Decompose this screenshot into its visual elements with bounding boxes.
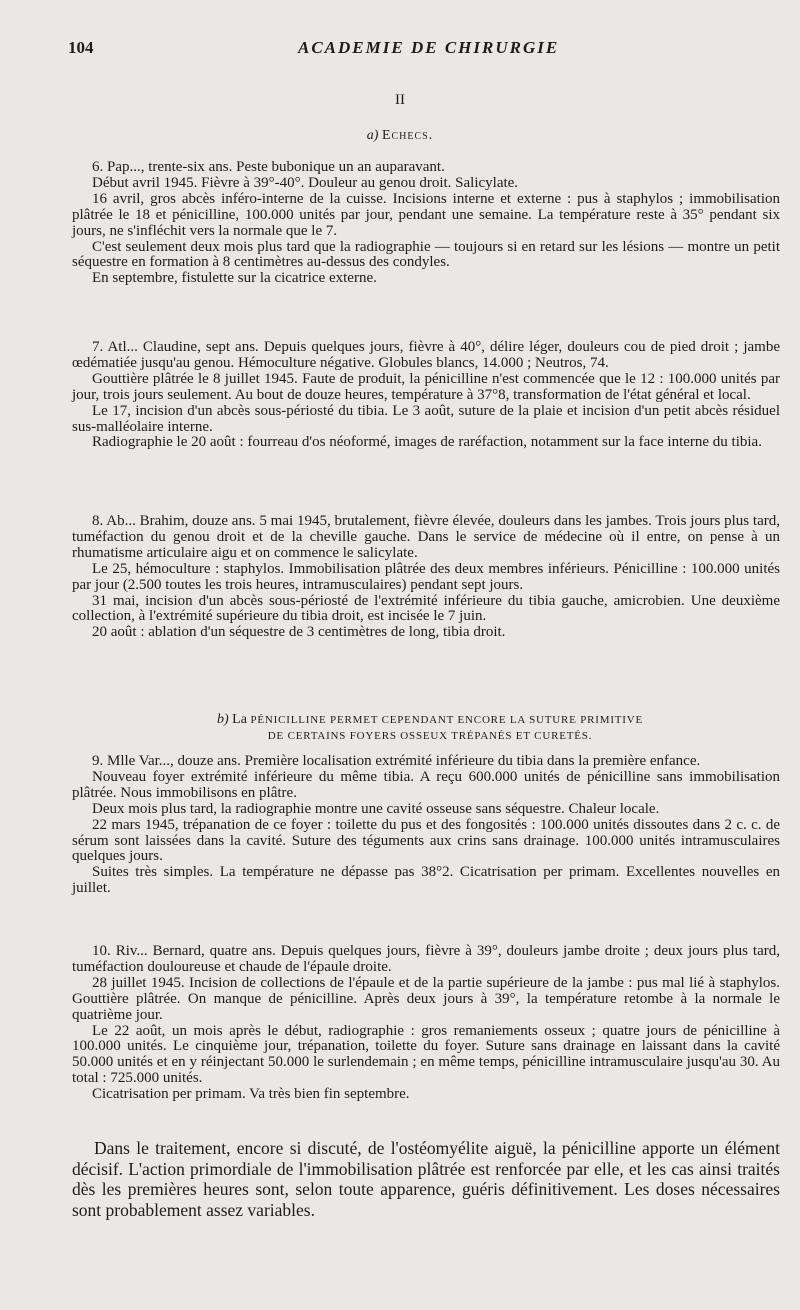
paragraph: Début avril 1945. Fièvre à 39°-40°. Douleur au genou droit. Salicylate. <box>92 174 519 191</box>
paragraph: 10. Riv... Bernard, quatre ans. Depuis quelques jours, fièvre à 39°, douleurs jambe droite ; deux jours plus tard, tuméfaction douloureuse et chaude de l'épaule droite. <box>72 943 780 975</box>
paragraph: Suites très simples. La température ne dépasse pas 38°2. Cicatrisation per primam. Excellentes nouvelles en juillet. <box>72 864 780 897</box>
paragraph: Deux mois plus tard, la radiographie montre une cavité osseuse sans séquestre. Chaleur locale. <box>92 800 660 817</box>
subsection-a-letter: a) <box>366 128 379 143</box>
case-block-10 <box>72 944 780 1103</box>
case-block-7 <box>72 340 780 451</box>
paragraph: Gouttière plâtrée le 8 juillet 1945. Faute de produit, la pénicilline n'est commencée que le 12 : 100.000 unités par jour, trois jours seulement. Au bout de douze heures, température à 37°8, transformation de l'état général et local. <box>72 370 780 403</box>
subsection-a-heading <box>0 128 800 144</box>
paragraph: Le 25, hémoculture : staphylos. Immobilisation plâtrée des deux membres inférieurs. Pénicilline : 100.000 unités par jour (2.500 toutes les trois heures, intramusculaires) pendant sept jours. <box>72 560 780 593</box>
paragraph: 8. Ab... Brahim, douze ans. 5 mai 1945, brutalement, fièvre élevée, douleurs dans les jambes. Trois jours plus tard, tuméfaction du genou droit et de la cheville gauche. Dans le service de médecine où il entre, on pense à un rhumatisme articulaire aigu et on commence le salicylate. <box>72 513 780 561</box>
paragraph: 16 avril, gros abcès inféro-interne de la cuisse. Incisions interne et externe : pus à staphylos ; immobilisation plâtrée le 18 et pénicilline, 100.000 unités par jour, pendant une semaine. La température reste à 35° pendant six jours, ne s'infléchit vers la normale que le 7. <box>72 190 780 239</box>
page-header <box>68 38 760 62</box>
paragraph: 7. Atl... Claudine, sept ans. Depuis quelques jours, fièvre à 40°, délire léger, douleurs cou de pied droit ; jambe œdématiée jusqu'au genou. Hémoculture négative. Globules blancs, 14.000 ; Neutros, 74. <box>72 339 780 371</box>
paragraph: En septembre, fistulette sur la cicatrice externe. <box>92 270 377 287</box>
case-block-8 <box>72 514 780 641</box>
subsection-b-heading <box>150 712 710 744</box>
subsection-b-line-1 <box>150 712 710 728</box>
paragraph: Nouveau foyer extrémité inférieure du même tibia. A reçu 600.000 unités de pénicilline sans immobilisation plâtrée. Nous immobilisons en plâtre. <box>72 768 780 801</box>
paragraph: 20 août : ablation d'un séquestre de 3 centimètres de long, tibia droit. <box>92 624 506 641</box>
section-numeral: II <box>395 92 405 108</box>
paragraph: 22 mars 1945, trépanation de ce foyer : toilette du pus et des fongosités : 100.000 unités dissoutes dans 2 c. c. de sérum sont laissées dans la cavité. Suture des téguments aux crins sans drainage. 100.000 unités intramusculaires quelques jours. <box>72 816 780 865</box>
paragraph: 31 mai, incision d'un abcès sous-périosté de l'extrémité inférieure du tibia gauche, amicrobien. Une deuxième collection, à l'extrémité supérieure du tibia droit, est incisée le 7 juin. <box>72 592 780 625</box>
subsection-b-title-line-2: DE CERTAINS FOYERS OSSEUX TRÉPANÉS ET CURETÉS. <box>267 730 593 742</box>
paragraph: Cicatrisation per primam. Va très bien fin septembre. <box>92 1086 410 1103</box>
paragraph: 9. Mlle Var..., douze ans. Première localisation extrémité inférieure du tibia dans la première enfance. <box>92 753 701 769</box>
subsection-b-title-line-1: PÉNICILLINE PERMET CEPENDANT ENCORE LA SUTURE PRIMITIVE <box>250 714 644 726</box>
paragraph: Le 22 août, un mois après le début, radiographie : gros remaniements osseux ; quatre jours de pénicilline à 100.000 unités. Le cinquième jour, trépanation, toilette du foyer. Suture sans drainage en laissant dans la cavité 50.000 unités et en y réinjectant 50.000 le surlendemain ; en même temps, pénicilline intramusculaire jusqu'au 30. Au total : 725.000 unités. <box>72 1022 780 1087</box>
subsection-b-lead: La <box>232 712 247 727</box>
paragraph: C'est seulement deux mois plus tard que la radiographie — toujours si en retard sur les lésions — montre un petit séquestre en formation à 8 centimètres au-dessus des condyles. <box>72 238 780 271</box>
page-number: 104 <box>68 38 94 57</box>
conclusion <box>72 1138 780 1220</box>
paragraph: Radiographie le 20 août : fourreau d'os néoformé, images de raréfaction, notamment sur la face interne du tibia. <box>92 434 762 451</box>
conclusion-paragraph: Dans le traitement, encore si discuté, de l'ostéomyélite aiguë, la pénicilline apporte un élément décisif. L'action primordiale de l'immobilisation plâtrée est renforcée par elle, et les cas ainsi traités dès les premières heures sont, selon toute apparence, guéris définitivement. Les doses nécessaires sont probablement assez variables. <box>72 1138 780 1220</box>
case-block-6 <box>72 160 780 287</box>
case-block-9 <box>72 754 780 897</box>
paragraph: 28 juillet 1945. Incision de collections de l'épaule et de la partie supérieure de la jambe : pus mal lié à staphylos. Gouttière plâtrée. On manque de pénicilline. Après deux jours à 39°, la température retombe à la normale le quatrième jour. <box>72 974 780 1023</box>
paragraph: Le 17, incision d'un abcès sous-périosté du tibia. Le 3 août, suture de la plaie et incision d'un petit abcès résiduel sus-malléolaire interne. <box>72 402 780 435</box>
running-title: ACADEMIE DE CHIRURGIE <box>298 38 560 57</box>
subsection-a-title: Echecs. <box>381 128 434 143</box>
subsection-b-letter: b) <box>216 712 229 727</box>
paragraph: 6. Pap..., trente-six ans. Peste bubonique un an auparavant. <box>92 159 445 175</box>
